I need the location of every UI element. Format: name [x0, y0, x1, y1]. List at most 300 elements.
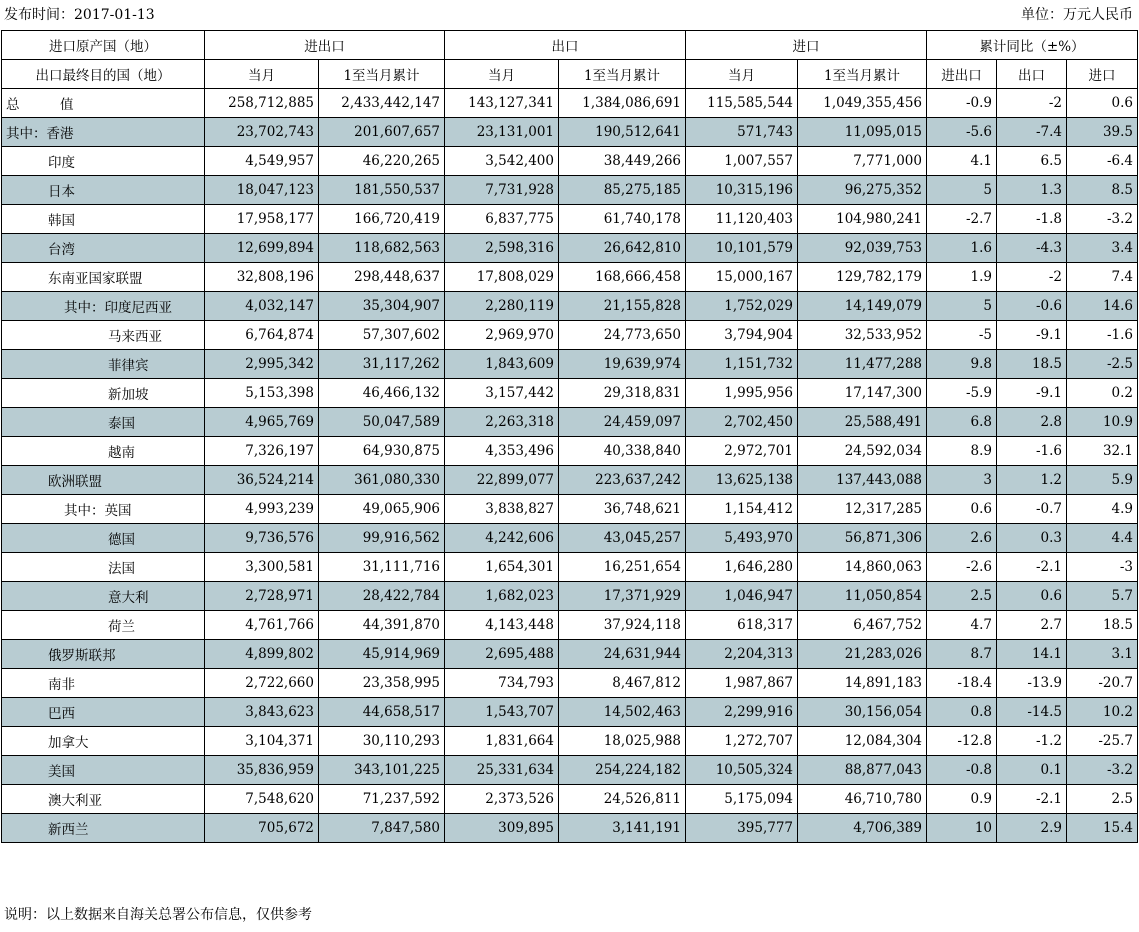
cell-imports-ytd: 21,283,026	[798, 640, 927, 669]
table-row	[2, 814, 1138, 843]
cell-trade-month: 4,032,147	[205, 292, 319, 321]
cell-exports-month: 309,895	[445, 814, 559, 843]
table-row	[2, 147, 1138, 176]
cell-yoy-exports: 0.3	[997, 524, 1067, 553]
cell-trade-month: 4,965,769	[205, 408, 319, 437]
trade-table	[1, 30, 1138, 843]
table-row	[2, 524, 1138, 553]
cell-imports-ytd: 17,147,300	[798, 379, 927, 408]
cell-yoy-exports: -2	[997, 89, 1067, 118]
cell-yoy-imports: -25.7	[1067, 727, 1138, 756]
col-origin: 进口原产国（地）	[2, 31, 205, 60]
cell-imports-ytd: 25,588,491	[798, 408, 927, 437]
cell-trade-ytd: 28,422,784	[319, 582, 445, 611]
table-row	[2, 205, 1138, 234]
cell-exports-month: 22,899,077	[445, 466, 559, 495]
cell-yoy-exports: -9.1	[997, 379, 1067, 408]
cell-exports-ytd: 19,639,974	[559, 350, 686, 379]
cell-trade-month: 3,104,371	[205, 727, 319, 756]
row-country: 新西兰	[2, 814, 205, 843]
cell-exports-ytd: 17,371,929	[559, 582, 686, 611]
row-country: 其中：香港	[2, 118, 205, 147]
cell-yoy-trade: 0.6	[927, 495, 997, 524]
cell-imports-month: 1,646,280	[686, 553, 798, 582]
cell-yoy-imports: -3.2	[1067, 756, 1138, 785]
cell-exports-ytd: 26,642,810	[559, 234, 686, 263]
cell-exports-month: 4,353,496	[445, 437, 559, 466]
row-country: 俄罗斯联邦	[2, 640, 205, 669]
cell-trade-ytd: 298,448,637	[319, 263, 445, 292]
col-group-trade: 进出口	[205, 31, 445, 60]
cell-yoy-trade: 1.9	[927, 263, 997, 292]
cell-exports-ytd: 21,155,828	[559, 292, 686, 321]
cell-yoy-imports: 10.2	[1067, 698, 1138, 727]
table-row	[2, 292, 1138, 321]
cell-yoy-imports: 18.5	[1067, 611, 1138, 640]
cell-imports-month: 2,972,701	[686, 437, 798, 466]
cell-yoy-trade: -2.7	[927, 205, 997, 234]
cell-yoy-trade: -0.8	[927, 756, 997, 785]
row-country: 菲律宾	[2, 350, 205, 379]
cell-yoy-exports: 1.3	[997, 176, 1067, 205]
row-country: 意大利	[2, 582, 205, 611]
cell-imports-month: 11,120,403	[686, 205, 798, 234]
cell-yoy-trade: 10	[927, 814, 997, 843]
cell-yoy-exports: -7.4	[997, 118, 1067, 147]
cell-yoy-imports: 3.1	[1067, 640, 1138, 669]
cell-exports-ytd: 24,526,811	[559, 785, 686, 814]
cell-imports-month: 1,046,947	[686, 582, 798, 611]
cell-exports-month: 4,242,606	[445, 524, 559, 553]
table-row	[2, 553, 1138, 582]
row-country: 泰国	[2, 408, 205, 437]
cell-yoy-exports: 14.1	[997, 640, 1067, 669]
header-row-groups	[2, 31, 1138, 60]
row-country: 韩国	[2, 205, 205, 234]
table-row	[2, 582, 1138, 611]
cell-exports-month: 1,654,301	[445, 553, 559, 582]
cell-yoy-trade: 4.7	[927, 611, 997, 640]
table-row	[2, 118, 1138, 147]
cell-exports-month: 1,843,609	[445, 350, 559, 379]
cell-imports-ytd: 129,782,179	[798, 263, 927, 292]
cell-imports-ytd: 14,860,063	[798, 553, 927, 582]
cell-yoy-trade: 6.8	[927, 408, 997, 437]
cell-trade-month: 7,548,620	[205, 785, 319, 814]
cell-yoy-imports: 14.6	[1067, 292, 1138, 321]
table-row	[2, 466, 1138, 495]
cell-yoy-exports: 2.9	[997, 814, 1067, 843]
cell-imports-ytd: 7,771,000	[798, 147, 927, 176]
cell-imports-month: 10,505,324	[686, 756, 798, 785]
cell-imports-ytd: 24,592,034	[798, 437, 927, 466]
cell-imports-month: 571,743	[686, 118, 798, 147]
col-group-yoy: 累计同比（±%）	[927, 31, 1138, 60]
table-row	[2, 698, 1138, 727]
cell-yoy-exports: 6.5	[997, 147, 1067, 176]
table-row	[2, 234, 1138, 263]
cell-imports-month: 15,000,167	[686, 263, 798, 292]
publish-label: 发布时间：	[4, 7, 74, 23]
cell-imports-ytd: 4,706,389	[798, 814, 927, 843]
cell-imports-ytd: 96,275,352	[798, 176, 927, 205]
row-country: 其中：英国	[2, 495, 205, 524]
row-country: 荷兰	[2, 611, 205, 640]
cell-yoy-trade: 8.9	[927, 437, 997, 466]
cell-trade-ytd: 35,304,907	[319, 292, 445, 321]
cell-exports-month: 2,373,526	[445, 785, 559, 814]
cell-yoy-trade: -5	[927, 321, 997, 350]
cell-exports-ytd: 1,384,086,691	[559, 89, 686, 118]
cell-yoy-exports: -13.9	[997, 669, 1067, 698]
row-country: 法国	[2, 553, 205, 582]
col-group-imports: 进口	[686, 31, 927, 60]
row-country: 德国	[2, 524, 205, 553]
cell-exports-ytd: 168,666,458	[559, 263, 686, 292]
cell-exports-month: 1,682,023	[445, 582, 559, 611]
cell-exports-ytd: 85,275,185	[559, 176, 686, 205]
cell-yoy-trade: 4.1	[927, 147, 997, 176]
cell-yoy-trade: 0.8	[927, 698, 997, 727]
cell-exports-month: 2,263,318	[445, 408, 559, 437]
cell-yoy-imports: 5.9	[1067, 466, 1138, 495]
cell-yoy-exports: 18.5	[997, 350, 1067, 379]
cell-imports-ytd: 46,710,780	[798, 785, 927, 814]
table-row	[2, 437, 1138, 466]
row-country: 马来西亚	[2, 321, 205, 350]
cell-imports-month: 1,007,557	[686, 147, 798, 176]
cell-exports-ytd: 61,740,178	[559, 205, 686, 234]
unit-label: 单位：万元人民币	[1021, 7, 1133, 23]
cell-yoy-imports: 4.4	[1067, 524, 1138, 553]
cell-yoy-imports: -6.4	[1067, 147, 1138, 176]
cell-exports-ytd: 24,631,944	[559, 640, 686, 669]
cell-yoy-trade: -5.6	[927, 118, 997, 147]
cell-exports-month: 734,793	[445, 669, 559, 698]
cell-imports-month: 1,995,956	[686, 379, 798, 408]
cell-exports-ytd: 254,224,182	[559, 756, 686, 785]
col-yoy-exports: 出口	[997, 60, 1067, 89]
cell-exports-month: 2,695,488	[445, 640, 559, 669]
cell-exports-ytd: 18,025,988	[559, 727, 686, 756]
cell-imports-ytd: 88,877,043	[798, 756, 927, 785]
cell-yoy-imports: -3.2	[1067, 205, 1138, 234]
cell-imports-month: 1,272,707	[686, 727, 798, 756]
cell-exports-ytd: 16,251,654	[559, 553, 686, 582]
cell-trade-month: 9,736,576	[205, 524, 319, 553]
table-row	[2, 379, 1138, 408]
cell-imports-ytd: 14,149,079	[798, 292, 927, 321]
cell-yoy-exports: -1.2	[997, 727, 1067, 756]
cell-trade-ytd: 201,607,657	[319, 118, 445, 147]
table-row	[2, 408, 1138, 437]
cell-trade-ytd: 46,220,265	[319, 147, 445, 176]
cell-trade-month: 2,722,660	[205, 669, 319, 698]
row-country: 巴西	[2, 698, 205, 727]
cell-exports-ytd: 43,045,257	[559, 524, 686, 553]
row-country: 欧洲联盟	[2, 466, 205, 495]
cell-exports-month: 1,831,664	[445, 727, 559, 756]
cell-yoy-trade: 1.6	[927, 234, 997, 263]
cell-exports-month: 2,969,970	[445, 321, 559, 350]
cell-trade-ytd: 99,916,562	[319, 524, 445, 553]
cell-yoy-imports: 32.1	[1067, 437, 1138, 466]
cell-yoy-exports: -0.6	[997, 292, 1067, 321]
cell-trade-ytd: 7,847,580	[319, 814, 445, 843]
cell-yoy-imports: 4.9	[1067, 495, 1138, 524]
cell-trade-month: 4,549,957	[205, 147, 319, 176]
cell-imports-month: 5,493,970	[686, 524, 798, 553]
cell-exports-ytd: 190,512,641	[559, 118, 686, 147]
cell-yoy-imports: 39.5	[1067, 118, 1138, 147]
cell-exports-month: 17,808,029	[445, 263, 559, 292]
cell-imports-month: 5,175,094	[686, 785, 798, 814]
cell-imports-ytd: 92,039,753	[798, 234, 927, 263]
cell-trade-ytd: 30,110,293	[319, 727, 445, 756]
cell-trade-month: 2,728,971	[205, 582, 319, 611]
cell-exports-month: 25,331,634	[445, 756, 559, 785]
cell-trade-month: 12,699,894	[205, 234, 319, 263]
cell-trade-ytd: 181,550,537	[319, 176, 445, 205]
cell-trade-ytd: 343,101,225	[319, 756, 445, 785]
cell-exports-month: 2,598,316	[445, 234, 559, 263]
table-row	[2, 321, 1138, 350]
cell-trade-month: 4,899,802	[205, 640, 319, 669]
cell-yoy-imports: -3	[1067, 553, 1138, 582]
cell-trade-month: 7,326,197	[205, 437, 319, 466]
publish-date: 2017-01-13	[74, 7, 155, 23]
col-imports-ytd: 1至当月累计	[798, 60, 927, 89]
col-yoy-trade: 进出口	[927, 60, 997, 89]
cell-trade-month: 36,524,214	[205, 466, 319, 495]
table-row	[2, 350, 1138, 379]
cell-yoy-exports: -4.3	[997, 234, 1067, 263]
table-row	[2, 89, 1138, 118]
cell-imports-month: 13,625,138	[686, 466, 798, 495]
cell-trade-ytd: 45,914,969	[319, 640, 445, 669]
cell-trade-month: 32,808,196	[205, 263, 319, 292]
cell-exports-month: 4,143,448	[445, 611, 559, 640]
cell-yoy-exports: 0.1	[997, 756, 1067, 785]
cell-imports-ytd: 12,084,304	[798, 727, 927, 756]
cell-trade-ytd: 46,466,132	[319, 379, 445, 408]
cell-trade-ytd: 57,307,602	[319, 321, 445, 350]
cell-imports-month: 115,585,544	[686, 89, 798, 118]
cell-exports-ytd: 37,924,118	[559, 611, 686, 640]
cell-yoy-exports: -2	[997, 263, 1067, 292]
footer-note: 说明：以上数据来自海关总署公布信息，仅供参考	[4, 907, 312, 923]
cell-yoy-exports: 1.2	[997, 466, 1067, 495]
cell-trade-month: 3,300,581	[205, 553, 319, 582]
cell-yoy-imports: 3.4	[1067, 234, 1138, 263]
cell-exports-month: 3,542,400	[445, 147, 559, 176]
cell-exports-month: 6,837,775	[445, 205, 559, 234]
table-body	[2, 89, 1138, 843]
cell-yoy-imports: 0.2	[1067, 379, 1138, 408]
cell-imports-ytd: 11,050,854	[798, 582, 927, 611]
cell-yoy-imports: -1.6	[1067, 321, 1138, 350]
cell-trade-ytd: 2,433,442,147	[319, 89, 445, 118]
cell-imports-month: 10,101,579	[686, 234, 798, 263]
table-row	[2, 495, 1138, 524]
cell-yoy-exports: -2.1	[997, 785, 1067, 814]
cell-exports-ytd: 38,449,266	[559, 147, 686, 176]
cell-trade-ytd: 118,682,563	[319, 234, 445, 263]
cell-exports-ytd: 14,502,463	[559, 698, 686, 727]
cell-imports-month: 3,794,904	[686, 321, 798, 350]
cell-exports-month: 1,543,707	[445, 698, 559, 727]
cell-yoy-trade: 5	[927, 292, 997, 321]
cell-yoy-imports: 5.7	[1067, 582, 1138, 611]
cell-trade-month: 4,993,239	[205, 495, 319, 524]
cell-exports-ytd: 24,459,097	[559, 408, 686, 437]
cell-trade-ytd: 361,080,330	[319, 466, 445, 495]
cell-imports-month: 10,315,196	[686, 176, 798, 205]
col-yoy-imports: 进口	[1067, 60, 1138, 89]
table-row	[2, 640, 1138, 669]
cell-yoy-imports: 15.4	[1067, 814, 1138, 843]
cell-exports-ytd: 3,141,191	[559, 814, 686, 843]
cell-imports-month: 1,151,732	[686, 350, 798, 379]
cell-yoy-trade: -12.8	[927, 727, 997, 756]
col-trade-ytd: 1至当月累计	[319, 60, 445, 89]
cell-exports-month: 7,731,928	[445, 176, 559, 205]
col-exports-ytd: 1至当月累计	[559, 60, 686, 89]
cell-imports-month: 1,154,412	[686, 495, 798, 524]
row-country: 日本	[2, 176, 205, 205]
cell-exports-ytd: 24,773,650	[559, 321, 686, 350]
cell-exports-ytd: 223,637,242	[559, 466, 686, 495]
cell-yoy-trade: 3	[927, 466, 997, 495]
table-row	[2, 669, 1138, 698]
cell-imports-month: 2,204,313	[686, 640, 798, 669]
cell-imports-ytd: 6,467,752	[798, 611, 927, 640]
cell-trade-ytd: 44,391,870	[319, 611, 445, 640]
cell-imports-month: 395,777	[686, 814, 798, 843]
cell-trade-month: 4,761,766	[205, 611, 319, 640]
row-country: 美国	[2, 756, 205, 785]
cell-trade-month: 705,672	[205, 814, 319, 843]
row-country: 南非	[2, 669, 205, 698]
cell-exports-month: 23,131,001	[445, 118, 559, 147]
cell-exports-month: 3,838,827	[445, 495, 559, 524]
row-country: 东南亚国家联盟	[2, 263, 205, 292]
cell-trade-ytd: 49,065,906	[319, 495, 445, 524]
cell-yoy-imports: 2.5	[1067, 785, 1138, 814]
cell-trade-ytd: 166,720,419	[319, 205, 445, 234]
cell-yoy-trade: 0.9	[927, 785, 997, 814]
cell-imports-ytd: 12,317,285	[798, 495, 927, 524]
cell-trade-month: 18,047,123	[205, 176, 319, 205]
cell-trade-ytd: 23,358,995	[319, 669, 445, 698]
cell-imports-ytd: 14,891,183	[798, 669, 927, 698]
cell-yoy-imports: -20.7	[1067, 669, 1138, 698]
cell-exports-ytd: 8,467,812	[559, 669, 686, 698]
cell-yoy-imports: 10.9	[1067, 408, 1138, 437]
cell-trade-ytd: 71,237,592	[319, 785, 445, 814]
cell-trade-month: 35,836,959	[205, 756, 319, 785]
cell-imports-ytd: 137,443,088	[798, 466, 927, 495]
publish-info	[4, 0, 155, 30]
cell-trade-ytd: 31,117,262	[319, 350, 445, 379]
cell-yoy-trade: 8.7	[927, 640, 997, 669]
cell-exports-ytd: 36,748,621	[559, 495, 686, 524]
row-country: 台湾	[2, 234, 205, 263]
cell-imports-month: 1,752,029	[686, 292, 798, 321]
cell-yoy-exports: -9.1	[997, 321, 1067, 350]
cell-trade-month: 17,958,177	[205, 205, 319, 234]
cell-trade-month: 23,702,743	[205, 118, 319, 147]
cell-yoy-exports: -2.1	[997, 553, 1067, 582]
cell-yoy-imports: -2.5	[1067, 350, 1138, 379]
cell-yoy-trade: 9.8	[927, 350, 997, 379]
table-row	[2, 263, 1138, 292]
col-imports-month: 当月	[686, 60, 798, 89]
cell-yoy-imports: 0.6	[1067, 89, 1138, 118]
cell-exports-ytd: 29,318,831	[559, 379, 686, 408]
cell-imports-month: 618,317	[686, 611, 798, 640]
row-country: 总 值	[2, 89, 205, 118]
cell-exports-month: 2,280,119	[445, 292, 559, 321]
cell-trade-month: 5,153,398	[205, 379, 319, 408]
cell-exports-ytd: 40,338,840	[559, 437, 686, 466]
cell-exports-month: 3,157,442	[445, 379, 559, 408]
col-group-exports: 出口	[445, 31, 686, 60]
header-row-sub	[2, 60, 1138, 89]
cell-yoy-exports: -14.5	[997, 698, 1067, 727]
row-country: 其中：印度尼西亚	[2, 292, 205, 321]
cell-imports-ytd: 32,533,952	[798, 321, 927, 350]
table-row	[2, 176, 1138, 205]
cell-exports-month: 143,127,341	[445, 89, 559, 118]
cell-yoy-exports: 2.8	[997, 408, 1067, 437]
cell-yoy-trade: 5	[927, 176, 997, 205]
cell-yoy-trade: 2.6	[927, 524, 997, 553]
row-country: 越南	[2, 437, 205, 466]
cell-yoy-exports: -0.7	[997, 495, 1067, 524]
cell-imports-ytd: 30,156,054	[798, 698, 927, 727]
cell-imports-ytd: 11,477,288	[798, 350, 927, 379]
cell-imports-month: 1,987,867	[686, 669, 798, 698]
cell-yoy-trade: -2.6	[927, 553, 997, 582]
cell-imports-ytd: 1,049,355,456	[798, 89, 927, 118]
cell-yoy-exports: -1.6	[997, 437, 1067, 466]
cell-yoy-exports: 2.7	[997, 611, 1067, 640]
cell-trade-ytd: 64,930,875	[319, 437, 445, 466]
cell-trade-ytd: 31,111,716	[319, 553, 445, 582]
cell-imports-ytd: 56,871,306	[798, 524, 927, 553]
cell-yoy-exports: -1.8	[997, 205, 1067, 234]
row-country: 新加坡	[2, 379, 205, 408]
cell-yoy-exports: 0.6	[997, 582, 1067, 611]
row-country: 加拿大	[2, 727, 205, 756]
cell-yoy-imports: 8.5	[1067, 176, 1138, 205]
cell-imports-month: 2,702,450	[686, 408, 798, 437]
col-trade-month: 当月	[205, 60, 319, 89]
cell-trade-month: 6,764,874	[205, 321, 319, 350]
table-row	[2, 785, 1138, 814]
cell-yoy-trade: -18.4	[927, 669, 997, 698]
cell-yoy-trade: -5.9	[927, 379, 997, 408]
cell-imports-ytd: 104,980,241	[798, 205, 927, 234]
cell-trade-ytd: 50,047,589	[319, 408, 445, 437]
table-row	[2, 611, 1138, 640]
cell-trade-month: 258,712,885	[205, 89, 319, 118]
cell-yoy-imports: 7.4	[1067, 263, 1138, 292]
cell-trade-month: 2,995,342	[205, 350, 319, 379]
col-destination: 出口最终目的国（地）	[2, 60, 205, 89]
cell-trade-month: 3,843,623	[205, 698, 319, 727]
